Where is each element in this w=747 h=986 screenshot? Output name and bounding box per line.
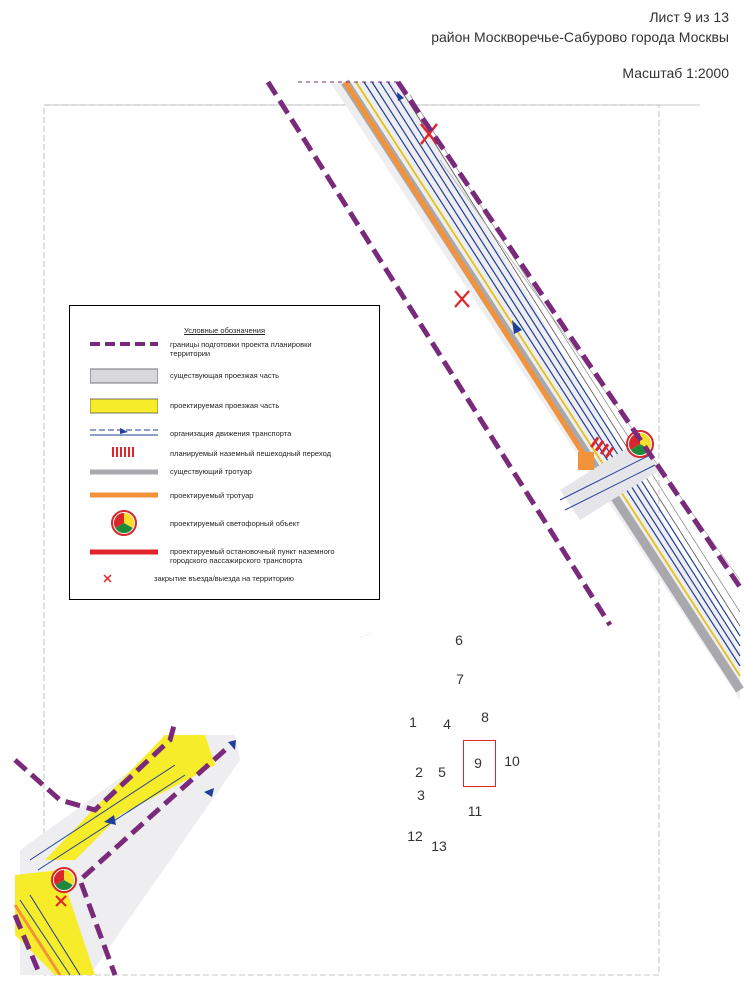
planning-boundary-line — [398, 82, 742, 590]
sheet-index-number: 3 — [417, 787, 425, 803]
traffic-light-icon — [90, 509, 158, 537]
district-title: район Москворечье-Сабурово города Москвы — [431, 29, 729, 45]
sheet-index-number: 13 — [431, 838, 447, 854]
lane-line — [364, 82, 740, 666]
lane-line — [380, 82, 740, 646]
legend-label: существующий тротуар — [170, 467, 252, 476]
sheet-index-number: 1 — [409, 714, 417, 730]
legend-item-traffic-light — [70, 509, 379, 537]
legend-label: закрытие въезда/выезда на территорию — [154, 574, 294, 583]
existing-roadway-area — [330, 82, 740, 700]
legend-label: планируемый наземный пешеходный переход — [170, 449, 331, 458]
street-label-faint: ····· — [357, 628, 374, 642]
lane-line — [372, 82, 740, 656]
legend-title: Условные обозначения — [183, 326, 266, 335]
sheet-index-number-current: 9 — [474, 755, 482, 771]
legend-label: организация движения транспорта — [170, 429, 292, 438]
traffic-light-icon — [52, 868, 76, 892]
pedestrian-crossing-swatch — [90, 442, 158, 464]
sheet-index-number: 6 — [455, 632, 463, 648]
legend-label: границы подготовки проекта планировки территории — [170, 340, 312, 358]
projected-sidewalk-corner — [578, 452, 594, 470]
legend-item-boundary — [70, 339, 379, 361]
sheet-number: Лист 9 из 13 — [649, 9, 729, 25]
sheet-index-number: 4 — [443, 716, 451, 732]
legend-item-existing-roadway — [70, 366, 379, 388]
sheet-index-number: 2 — [415, 764, 423, 780]
legend-item-crossing — [70, 442, 379, 464]
legend-item-transit-stop — [70, 546, 379, 568]
transit-stop-swatch — [90, 546, 158, 568]
planning-boundary-swatch — [90, 339, 158, 361]
lower-road-corridor — [15, 722, 240, 975]
traffic-organization-swatch — [90, 422, 158, 444]
existing-sidewalk-swatch — [90, 462, 158, 484]
sheet-index-number: 5 — [438, 764, 446, 780]
legend-item-traffic — [70, 422, 379, 444]
legend-item-existing-sidewalk — [70, 462, 379, 484]
legend-label: проектируемый остановочный пункт наземного городского пассажирского транспорта — [170, 547, 335, 565]
legend-box — [69, 305, 380, 600]
curb-line — [410, 95, 740, 612]
sheet-index-number: 11 — [467, 803, 483, 819]
entry-closure-icon — [455, 291, 469, 307]
legend-item-projected-sidewalk — [70, 487, 379, 509]
legend-label: проектируемый светофорный объект — [170, 519, 300, 528]
sheet-index-number: 7 — [456, 671, 464, 687]
road-edge-yellow — [356, 82, 740, 676]
legend-label: проектируемый тротуар — [170, 491, 254, 500]
projected-sidewalk-strip — [345, 82, 584, 455]
sheet-index-number: 10 — [504, 753, 520, 769]
legend-label: проектируемая проезжая часть — [170, 401, 280, 410]
sheet-index-number: 8 — [481, 709, 489, 725]
projected-roadway-swatch — [90, 396, 158, 418]
entry-closure-icon — [90, 569, 158, 591]
scale-label: Масштаб 1:2000 — [622, 65, 729, 81]
legend-label: существующая проезжая часть — [170, 371, 279, 380]
projected-sidewalk-swatch — [90, 487, 158, 509]
curb-line — [396, 82, 740, 626]
legend-item-closure — [70, 569, 379, 591]
legend-item-projected-roadway — [70, 396, 379, 418]
sheet-index-number: 12 — [407, 828, 423, 844]
building-line — [440, 160, 740, 580]
existing-roadway-swatch — [90, 366, 158, 388]
